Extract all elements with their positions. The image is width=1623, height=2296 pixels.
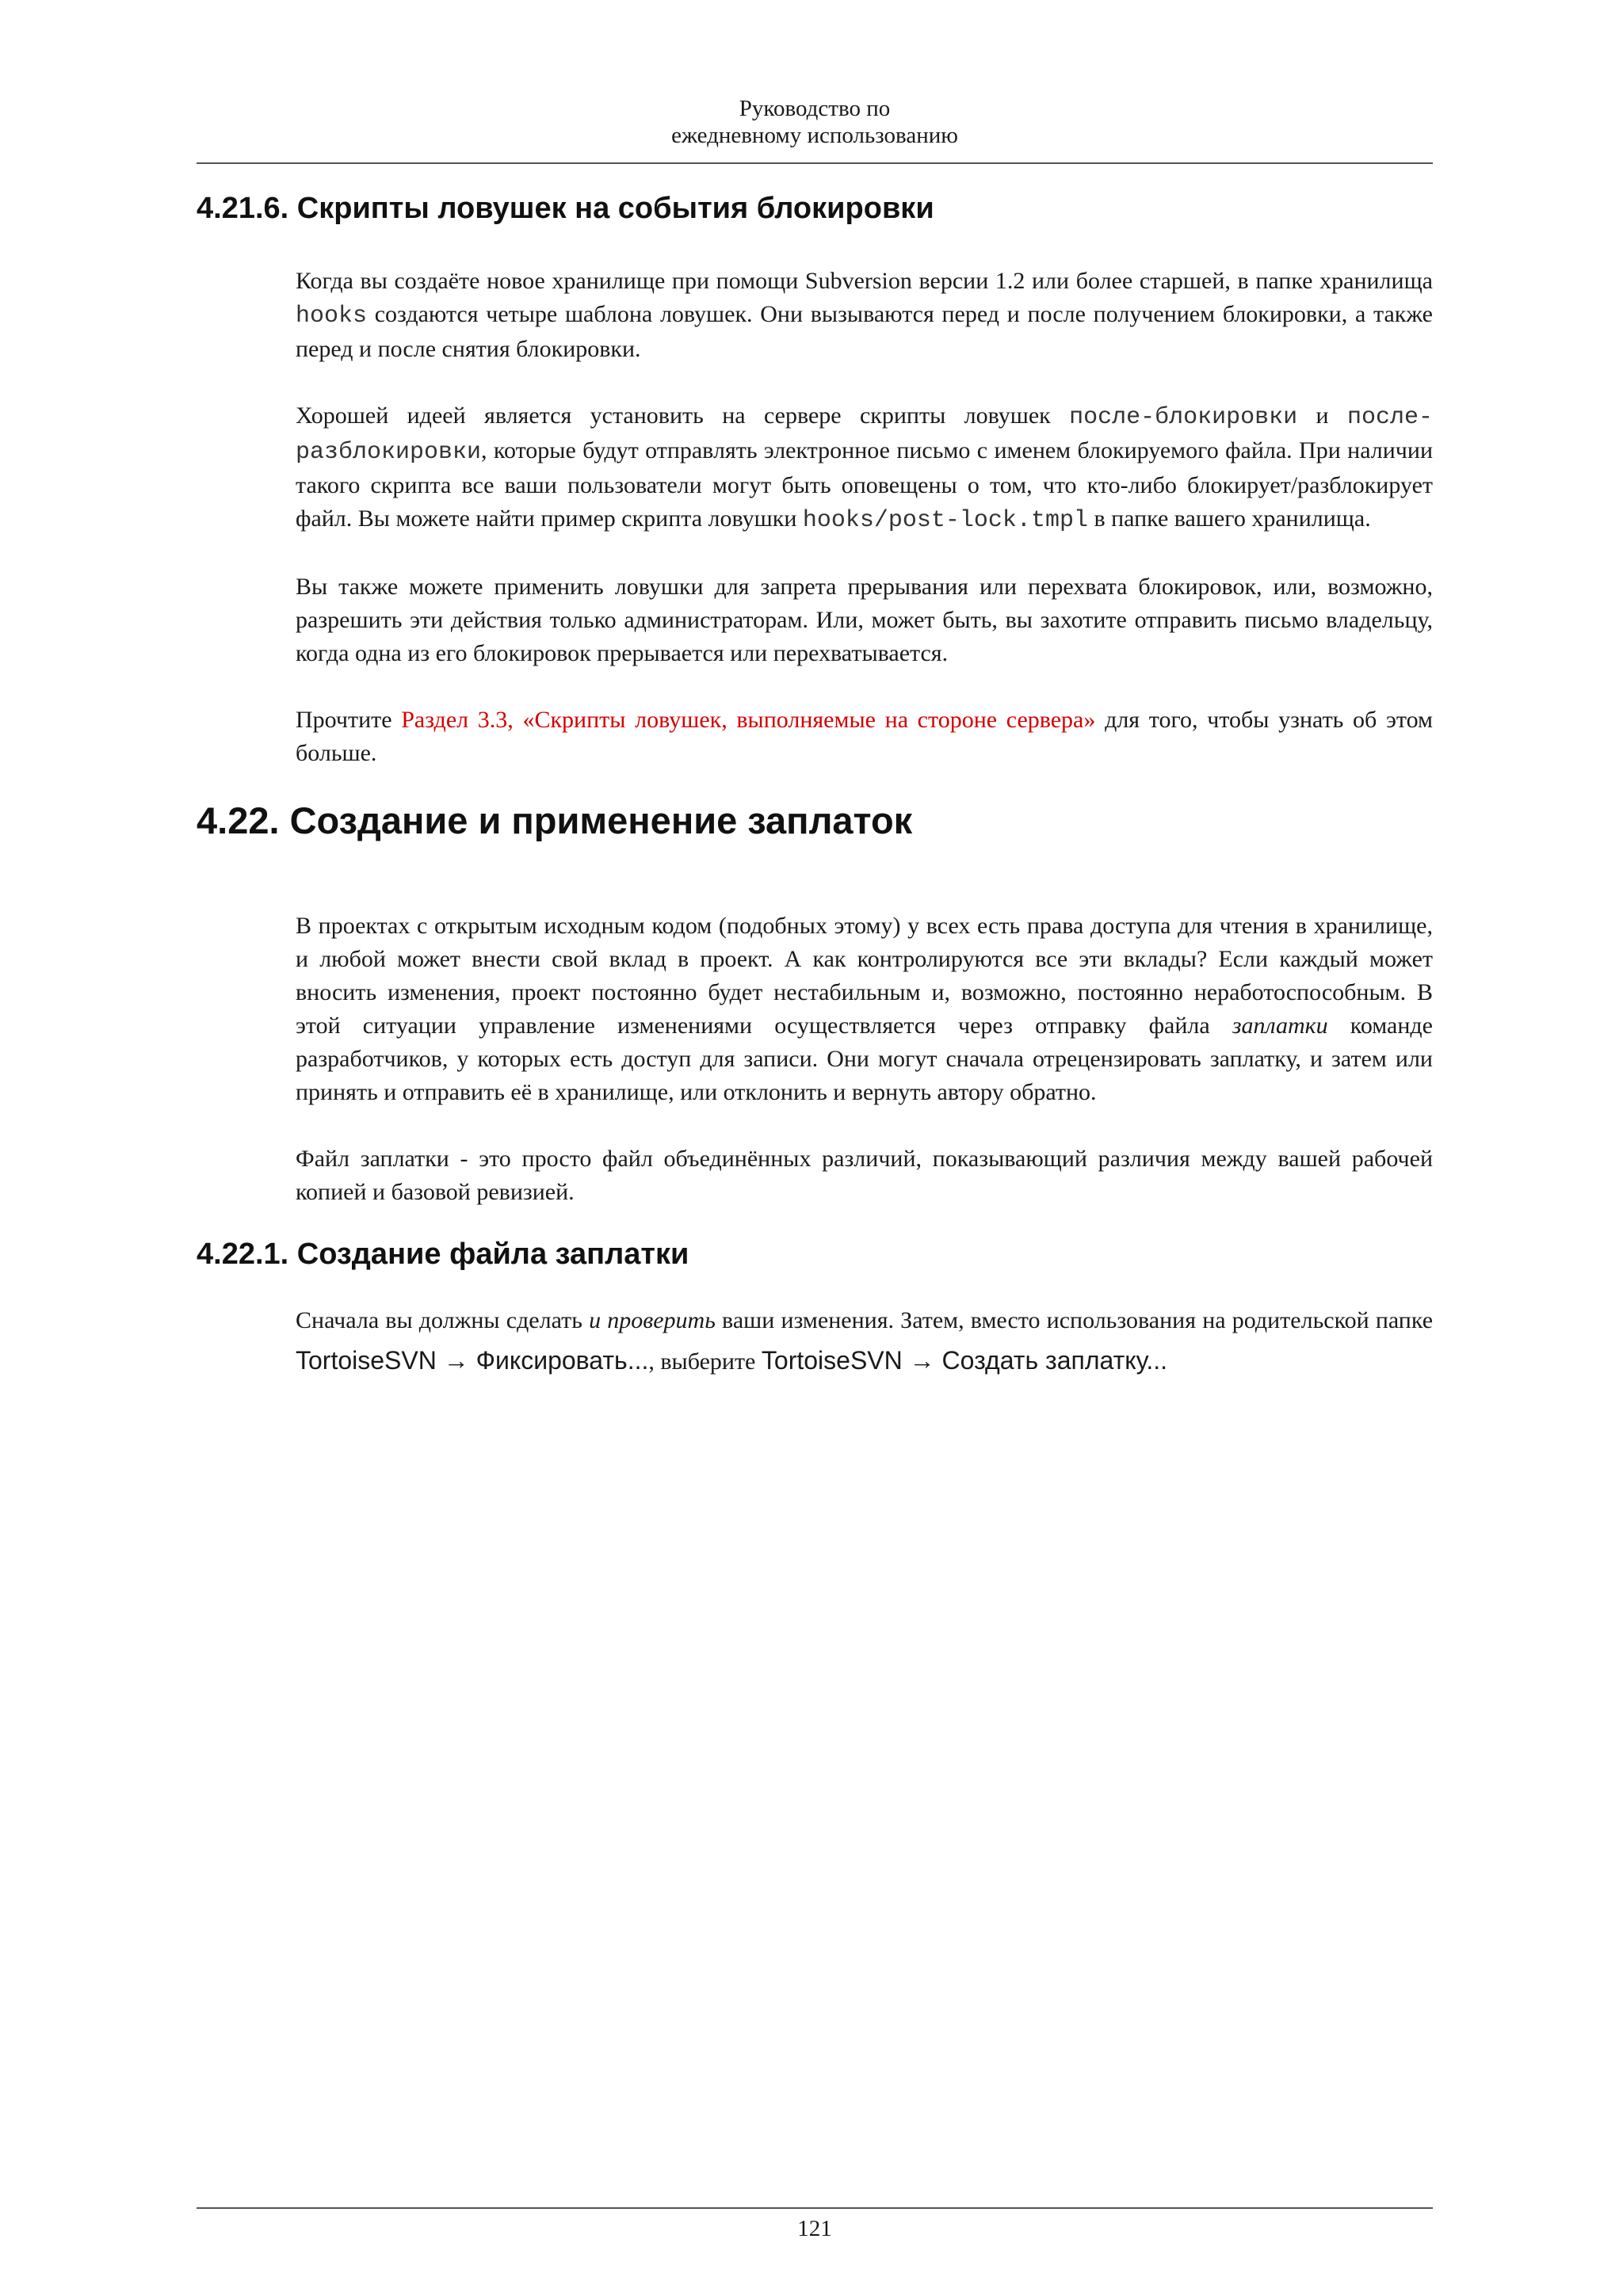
page-content [197, 190, 1433, 1415]
code-post-lock: после-блокировки [1069, 404, 1298, 431]
section-4-21-6-paragraph-1: Когда вы создаёте новое хранилище при помощи Subversion версии 1.2 или более старшей, в папке хранилища hooks создаются четыре шаблона ловушек. Они вызываются перед и после получением блокировки, а также перед и после снятия блокировки. [296, 268, 1433, 362]
menu-path-create-patch: TortoiseSVN → Создать заплатку... [761, 1346, 1168, 1375]
running-header-line1: Руководство по [739, 96, 891, 121]
menu-path-commit: TortoiseSVN → Фиксировать... [296, 1346, 649, 1375]
footer-rule [197, 2207, 1433, 2209]
section-4-21-6-paragraph-2: Хорошей идеей является установить на сервере скрипты ловушек после-блокировки и после-разблокировки, которые будут отправлять электронное письмо с именем блокируемого файла. При наличии такого скрипта все ваши пользователи могут быть оповещены о том, что кто-либо блокирует/разблокирует файл. Вы можете найти пример скрипта ловушки hooks/post-lock.tmpl в папке вашего хранилища. [296, 402, 1433, 534]
section-4-22-title: 4.22. Создание и применение заплаток [197, 799, 913, 841]
running-header [197, 95, 1433, 149]
section-3-3-link[interactable]: Раздел 3.3, «Скрипты ловушек, выполняемые на стороне сервера» [401, 707, 1096, 733]
section-4-22-1-paragraph-1: Сначала вы должны сделать и проверить ваши изменения. Затем, вместо использования на родительской папке TortoiseSVN → Фиксировать..., выберите TortoiseSVN → Создать заплатку... [296, 1307, 1434, 1375]
code-post-lock-tmpl: hooks/post-lock.tmpl [802, 507, 1088, 534]
code-post-unlock: после-разблокировки [296, 404, 1433, 466]
code-hooks: hooks [296, 303, 368, 330]
emphasis-patch: заплатки [1232, 1013, 1328, 1039]
section-4-21-6-paragraph-4: Прочтите Раздел 3.3, «Скрипты ловушек, выполняемые на стороне сервера» для того, чтобы узнать об этом больше. [296, 707, 1433, 766]
running-header-line2: ежедневному использованию [671, 123, 958, 148]
emphasis-and-check: и проверить [589, 1307, 716, 1333]
section-4-21-6-title: 4.21.6. Скрипты ловушек на события блокировки [197, 192, 934, 225]
section-4-21-6-paragraph-3: Вы также можете применить ловушки для запрета прерывания или перехвата блокировок, или, возможно, разрешить эти действия только администраторам. Или, может быть, вы захотите отправить письмо владельцу, когда одна из его блокировок прерывается или перехватывается. [296, 574, 1433, 666]
header-rule [197, 162, 1433, 164]
page-number: 121 [797, 2216, 832, 2241]
section-4-22-paragraph-1: В проектах с открытым исходным кодом (подобных этому) у всех есть права доступа для чтения в хранилище, и любой может внести свой вклад в проект. А как контролируются все эти вклады? Если каждый может вносить изменения, проект постоянно будет нестабильным и, возможно, постоянно неработоспособным. В этой ситуации управление изменениями осуществляется через отправку файла заплатки команде разработчиков, у которых есть доступ для записи. Они могут сначала отрецензировать заплатку, и затем или принять и отправить её в хранилище, или отклонить и вернуть автору обратно. [296, 913, 1433, 1105]
section-4-22-1-title: 4.22.1. Создание файла заплатки [197, 1238, 689, 1271]
section-4-22-paragraph-2: Файл заплатки - это просто файл объединённых различий, показывающий различия между вашей рабочей копией и базовой ревизией. [296, 1146, 1433, 1205]
